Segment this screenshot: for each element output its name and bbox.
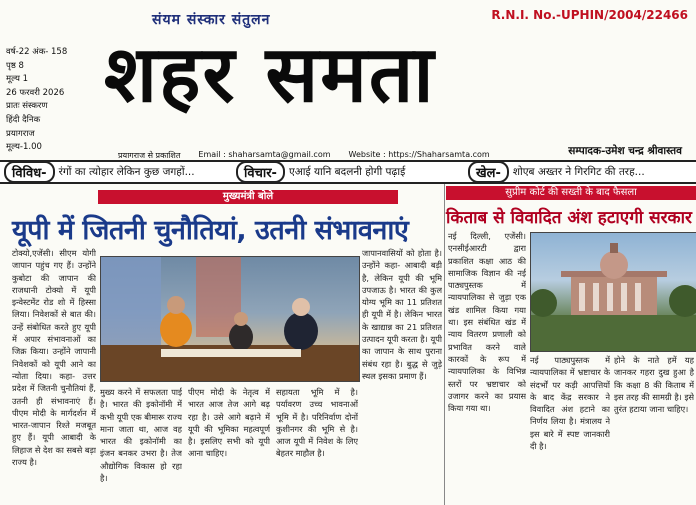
meta-line: पृष्ठ 8	[6, 60, 24, 71]
column-divider	[444, 184, 445, 505]
masthead-motto: संयम संस्कार संतुलन	[152, 12, 271, 28]
story-headline: यूपी में जितनी चुनौतियां, उतनी संभावनाएं	[12, 215, 409, 246]
story-kicker: मुख्यमंत्री बोले	[98, 190, 398, 204]
issue-meta	[6, 46, 96, 155]
rni-number: R.N.I. No.-UPHIN/2004/22466	[491, 8, 688, 22]
story-column: मुख्य करने में सफलता पाई है। भारत की इकोनॉमी में कभी यूपी एक बीमारू राज्य माना जाता था, आज वह भारत की इकोनॉमी का इंजन बनकर उभरा है। तेज औद्योगिक विकास हो रहा है।	[100, 387, 182, 484]
story-column: सहायता भूमि में है। पर्यावरण उच्च भावनाओं भूमि में है। परिनिर्वाण दोनों कुशीनगर की भूमि से है। आज यूपी में निवेश के लिए बेहतर माहौल है।	[276, 387, 358, 459]
teaser-band	[0, 160, 696, 184]
story-column: जापानवासियों को होता है। उन्होंने कहा- आबादी बड़ी है, लेकिन यूपी की भूमि उपजाऊ है। भारत की कुल योग्य भूमि का 11 प्रतिशत ही यूपी में है। लेकिन भारत के खाद्यान्न का 21 प्रतिशत उत्पादन यूपी करता है। यूपी का जापान के साथ पुराना संबंध रहा है। बुद्ध से जुड़े स्थल इसका प्रमाण हैं।	[362, 248, 442, 381]
teaser-label: विविध-	[4, 161, 55, 183]
website-address: Website : https://Shaharsamta.com	[348, 150, 490, 159]
meta-line: 26 फरवरी 2026	[6, 87, 65, 98]
story-kicker: सुप्रीम कोर्ट की सख्ती के बाद फैसला	[446, 186, 696, 200]
teaser-label: विचार-	[236, 161, 285, 183]
meta-line: प्रातः संस्करण	[6, 101, 48, 112]
teaser-label: खेल-	[468, 161, 509, 183]
meta-line: मूल्य-1.00	[6, 142, 42, 153]
teaser-text: एआई यानि बदलनी होगी पढ़ाई	[288, 166, 406, 178]
story-column: नई दिल्ली, एजेंसी। एनसीईआरटी द्वारा प्रकाशित कक्षा आठ की सामाजिक विज्ञान की नई पाठ्यपुस्तक में न्यायपालिका से जुड़ा एक खंड शामिल किया गया था। इस संबंधित खंड में न्याय वितरण प्रणाली को प्रभावित करने वाले कारकों के रूप में न्यायपालिका के विभिन्न स्तरों पर भ्रष्टाचार को उजागर करने का प्रयास किया गया था।	[448, 231, 526, 414]
published-from: प्रयागराज से प्रकाशित	[118, 151, 181, 160]
story-column: पीएम मोदी के नेतृत्व में भारत आज तेज आगे बढ़ रहा है। उसे आगे बढ़ाने में यूपी की भूमिका महत्वपूर्ण है। इसलिए सभी को यूपी आना चाहिए।	[188, 387, 270, 459]
teaser-vichar[interactable]	[232, 162, 464, 182]
supreme-court-building-icon	[531, 233, 696, 351]
story-photo	[530, 232, 696, 352]
teaser-khel[interactable]	[464, 162, 696, 182]
meta-line: वर्ष-22 अंक- 158	[6, 47, 68, 57]
newspaper-title: शहर समता	[104, 30, 436, 120]
teaser-text: शोएब अख्तर ने गिरगिट की तरह...	[512, 166, 645, 178]
story-photo	[100, 256, 360, 382]
story-column: होने के नाते हमें यह जानकर गहरा दुख हुआ है कि कक्षा 8 की किताब में इस तरह की सामग्री है। इसे तुरंत हटाया जाना चाहिए।	[614, 355, 694, 415]
story-column: नई पाठ्यपुस्तक में न्यायपालिका में भ्रष्टाचार के संदर्भों पर कड़ी आपत्तियों के बाद केंद्र सरकार ने विवादित अंश हटाने का निर्णय लिया है। मंत्रालय ने इस बारे में स्पष्ट जानकारी दी है।	[530, 355, 610, 452]
teaser-vividh[interactable]	[0, 162, 232, 182]
meta-line: हिंदी दैनिक	[6, 114, 41, 125]
story-headline: किताब से विवादित अंश हटाएगी सरकार	[446, 208, 692, 228]
teaser-text: रंगों का त्योहार लेकिन कुछ जगहों...	[58, 166, 195, 178]
meta-line: मूल्य 1	[6, 74, 29, 85]
story-column: टोक्यो,एजेंसी। सीएम योगी जापान पहुंच गए हैं। उन्होंने कुबोटा की जापान की राजधानी टोक्यो में यूपी इन्वेस्टमेंट रोड शो में हिस्सा लिया। निवेशकों से बात की। उन्हें संबोधित करते हुए यूपी में अपार संभावनाओं का जिक्र किया। उन्होंने जापानी निवेशकों को यूपी आने का न्योता दिया। कहा- उत्तर प्रदेश में जितनी चुनौतियां हैं, उतनी ही संभावनाएं हैं। पीएम मोदी के मार्गदर्शन में भारत-जापान रिश्ते मजबूत हुए हैं। यूपी आबादी के लिहाज से देश का सबसे बड़ा राज्य है।	[12, 248, 96, 468]
email-address: Email : shaharsamta@gmail.com	[198, 150, 331, 159]
meeting-photo-icon	[101, 257, 359, 381]
meta-line: प्रयागराज	[6, 128, 35, 139]
editor-name: सम्पादक-उमेश चन्द्र श्रीवास्तव	[568, 145, 682, 157]
